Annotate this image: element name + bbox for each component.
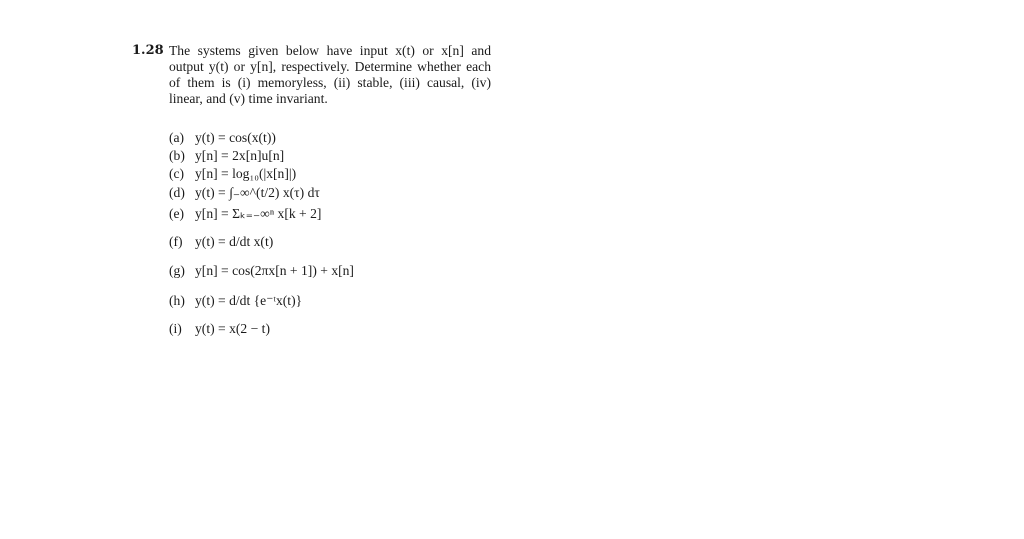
part-e — [169, 206, 321, 222]
problem-statement: The systems given below have input x(t) or x[n] and output y(t) or y[n], respectively. Determine whether each of them is (i) memoryless, (ii) stable, (iii) causal, (iv) linear, and (v) time invariant. — [169, 43, 491, 106]
part-label: (c) — [169, 166, 185, 181]
part-b — [169, 148, 284, 164]
part-f — [169, 234, 273, 250]
part-label: (b) — [169, 148, 185, 163]
part-label: (f) — [169, 234, 183, 249]
part-label: (g) — [169, 263, 185, 278]
part-equation: y(t) = cos(x(t)) — [195, 130, 276, 145]
part-equation: y(t) = ∫₋∞^(t/2) x(τ) dτ — [195, 185, 320, 200]
part-label: (e) — [169, 206, 185, 221]
part-label: (h) — [169, 293, 185, 308]
part-h — [169, 293, 302, 309]
part-label: (a) — [169, 130, 185, 145]
part-c — [169, 166, 296, 182]
part-equation: y[n] = log₁₀(|x[n]|) — [195, 166, 297, 181]
part-equation: y(t) = x(2 − t) — [195, 321, 270, 336]
part-equation: y[n] = Σₖ₌₋∞ⁿ x[k + 2] — [195, 206, 322, 221]
part-g — [169, 263, 354, 279]
part-equation: y[n] = 2x[n]u[n] — [195, 148, 285, 163]
part-label: (i) — [169, 321, 182, 336]
part-label: (d) — [169, 185, 185, 200]
part-equation: y[n] = cos(2πx[n + 1]) + x[n] — [195, 263, 354, 278]
part-equation: y(t) = d/dt x(t) — [195, 234, 274, 249]
part-a — [169, 130, 276, 146]
part-d — [169, 185, 320, 201]
problem-number: 1.28 — [132, 43, 164, 58]
part-equation: y(t) = d/dt {e⁻ᵗx(t)} — [195, 293, 303, 308]
part-i — [169, 321, 270, 337]
